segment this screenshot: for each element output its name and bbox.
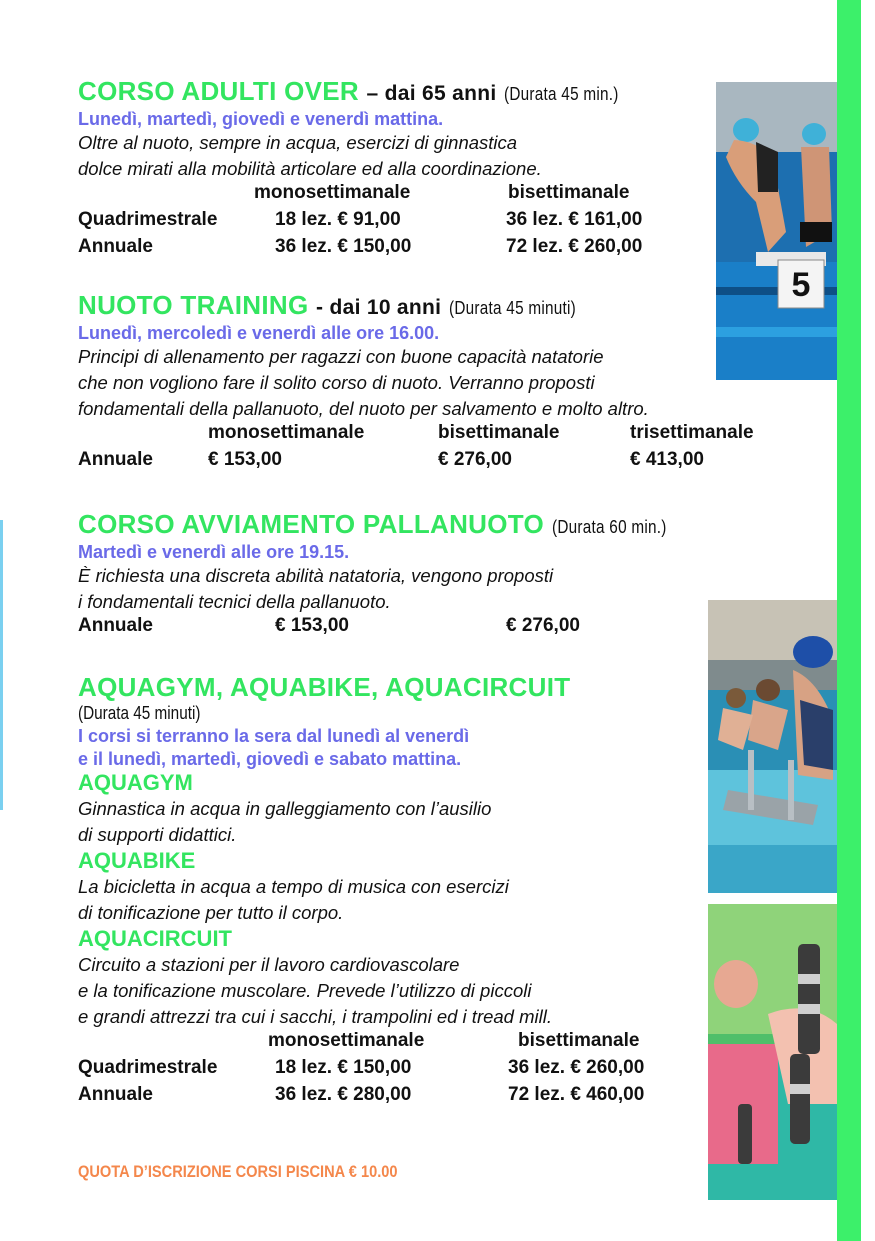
price-value: € 153,00	[275, 615, 349, 636]
adulti-schedule: Lunedì, martedì, giovedì e venerdì mattina.	[78, 109, 444, 129]
price-value: 72 lez. € 460,00	[508, 1084, 645, 1105]
pallanuoto-title: CORSO AVVIAMENTO PALLANUOTO	[78, 509, 545, 539]
price-value: 36 lez. € 280,00	[275, 1084, 412, 1105]
training-col-tri: trisettimanale	[630, 422, 754, 443]
registration-fee-note: QUOTA D’ISCRIZIONE CORSI PISCINA € 10.00	[78, 1162, 398, 1181]
training-desc-2: che non vogliono fare il solito corso di nuoto. Verranno proposti	[78, 372, 595, 393]
price-row-label: Annuale	[78, 615, 153, 636]
training-age: - dai 10 anni	[316, 296, 442, 319]
pallanuoto-schedule: Martedì e venerdì alle ore 19.15.	[78, 542, 350, 562]
price-row-label: Annuale	[78, 449, 153, 470]
aquabike-class-photo	[708, 600, 837, 893]
price-value: 18 lez. € 91,00	[275, 209, 401, 230]
section-nuoto-training	[78, 290, 798, 476]
price-value: 36 lez. € 260,00	[508, 1057, 645, 1078]
price-value: 72 lez. € 260,00	[506, 236, 643, 257]
aquacircuit-dumbbell-photo	[708, 904, 837, 1200]
training-title-line	[78, 290, 798, 321]
adulti-age: – dai 65 anni	[366, 82, 497, 105]
training-duration: (Durata 45 minuti)	[448, 298, 576, 318]
aquacircuit-desc-3: e grandi attrezzi tra cui i sacchi, i trampolini ed i tread mill.	[78, 1006, 552, 1027]
aquacircuit-subtitle: AQUACIRCUIT	[78, 926, 232, 951]
aquagym-subtitle: AQUAGYM	[78, 770, 193, 795]
adulti-duration: (Durata 45 min.)	[504, 84, 619, 104]
price-value: € 276,00	[438, 449, 512, 470]
adulti-col-mono: monosettimanale	[254, 182, 411, 203]
adulti-col-bi: bisettimanale	[508, 182, 630, 203]
starting-block-number: 5	[791, 266, 811, 304]
aqua-price-row	[78, 1057, 718, 1084]
aquabike-subtitle: AQUABIKE	[78, 848, 196, 873]
price-value: 18 lez. € 150,00	[275, 1057, 412, 1078]
aqua-title: AQUAGYM, AQUABIKE, AQUACIRCUIT	[78, 672, 571, 702]
adulti-price-header	[78, 182, 718, 209]
training-desc-3: fondamentali della pallanuoto, del nuoto per salvamento e molto altro.	[78, 398, 649, 419]
training-schedule: Lunedì, mercoledì e venerdì alle ore 16.00.	[78, 323, 440, 343]
price-row-label: Annuale	[78, 1084, 153, 1105]
adulti-price-row	[78, 236, 718, 263]
pallanuoto-desc-2: i fondamentali tecnici della pallanuoto.	[78, 591, 391, 612]
adulti-title: CORSO ADULTI OVER	[78, 76, 359, 106]
adulti-price-row	[78, 209, 718, 236]
pallanuoto-desc-1: È richiesta una discreta abilità natatoria, vengono proposti	[78, 565, 554, 586]
section-adulti-over	[78, 76, 718, 263]
aquagym-desc-2: di supporti didattici.	[78, 824, 237, 845]
training-col-bi: bisettimanale	[438, 422, 560, 443]
aqua-price-row	[78, 1084, 718, 1111]
aquabike-desc-2: di tonificazione per tutto il corpo.	[78, 902, 344, 923]
adulti-desc-1: Oltre al nuoto, sempre in acqua, esercizi di ginnastica	[78, 132, 518, 153]
pallanuoto-price-row	[78, 615, 718, 642]
aquabike-desc-1: La bicicletta in acqua a tempo di musica con esercizi	[78, 876, 509, 897]
pallanuoto-title-line	[78, 509, 718, 540]
price-row-label: Quadrimestrale	[78, 209, 218, 230]
price-value: € 413,00	[630, 449, 704, 470]
aquacircuit-desc-2: e la tonificazione muscolare. Prevede l’utilizzo di piccoli	[78, 980, 532, 1001]
left-edge-strip	[0, 520, 3, 810]
aqua-schedule-1: I corsi si terranno la sera dal lunedì al venerdì	[78, 726, 470, 746]
price-value: 36 lez. € 161,00	[506, 209, 643, 230]
price-row-label: Annuale	[78, 236, 153, 257]
aqua-duration: (Durata 45 minuti)	[78, 703, 201, 723]
aqua-schedule-2: e il lunedì, martedì, giovedì e sabato mattina.	[78, 749, 462, 769]
training-price-header	[78, 422, 798, 449]
aqua-col-bi: bisettimanale	[518, 1030, 640, 1051]
training-desc-1: Principi di allenamento per ragazzi con buone capacità natatorie	[78, 346, 604, 367]
training-title: NUOTO TRAINING	[78, 290, 309, 320]
adulti-title-line	[78, 76, 718, 107]
training-col-mono: monosettimanale	[208, 422, 365, 443]
price-row-label: Quadrimestrale	[78, 1057, 218, 1078]
adulti-desc-2: dolce mirati alla mobilità articolare ed alla coordinazione.	[78, 158, 542, 179]
aquagym-desc-1: Ginnastica in acqua in galleggiamento con l’ausilio	[78, 798, 492, 819]
pallanuoto-duration: (Durata 60 min.)	[551, 517, 667, 537]
aquacircuit-desc-1: Circuito a stazioni per il lavoro cardiovascolare	[78, 954, 460, 975]
price-value: 36 lez. € 150,00	[275, 236, 412, 257]
section-aqua	[78, 672, 718, 1111]
side-accent-bar	[837, 0, 861, 1241]
price-value: € 276,00	[506, 615, 580, 636]
section-pallanuoto	[78, 509, 718, 642]
training-price-row	[78, 449, 798, 476]
aqua-price-header	[78, 1030, 718, 1057]
price-value: € 153,00	[208, 449, 282, 470]
aqua-col-mono: monosettimanale	[268, 1030, 425, 1051]
